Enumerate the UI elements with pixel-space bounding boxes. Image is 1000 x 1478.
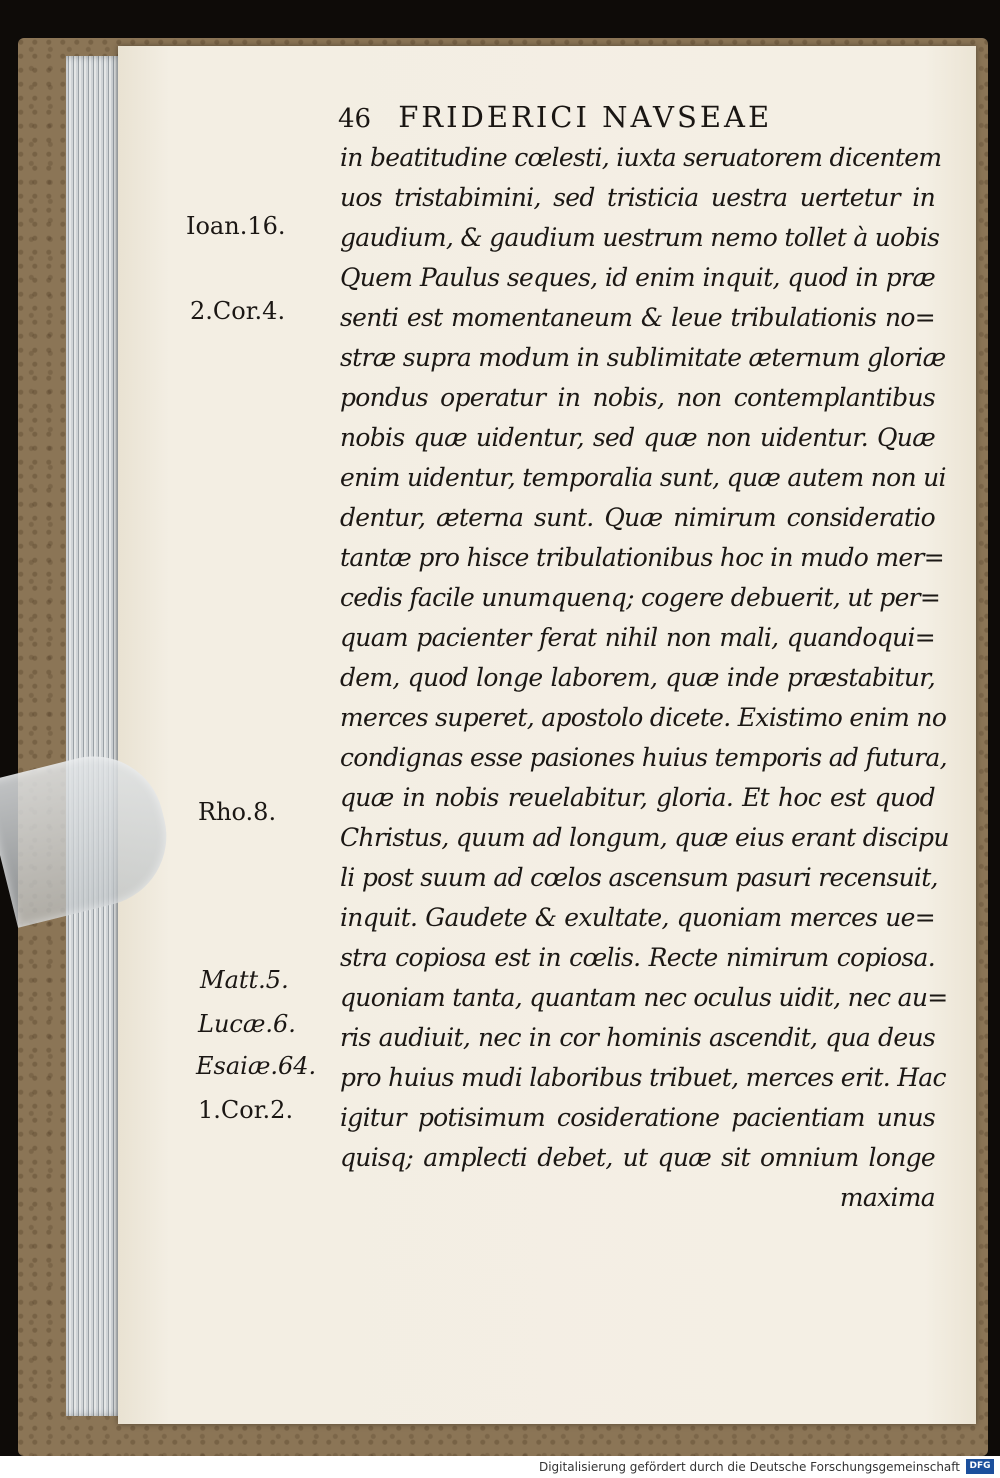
text-line: dentur, æterna sunt. Quæ nimirum consideratio — [340, 503, 935, 532]
text-line: quam pacienter ferat nihil non mali, quandoqui= — [340, 623, 935, 652]
text-line: tantæ pro hisce tribulationibus hoc in mudo mer= — [340, 543, 944, 572]
footer-bar — [0, 1456, 1000, 1478]
text-line: inquit. Gaudete & exultate, quoniam merces ue= — [340, 903, 935, 932]
text-line: Quem Paulus seques, id enim inquit, quod in præ — [340, 263, 935, 292]
text-line: cedis facile unumquenq; cogere debuerit, ut per= — [340, 583, 941, 612]
margin-note-esaiae: Esaiæ.64. — [196, 1052, 317, 1080]
dfg-logo: DFG — [966, 1459, 994, 1474]
text-line: nobis quæ uidentur, sed quæ non uidentur. Quæ — [340, 423, 935, 452]
footer-credit: Digitalisierung gefördert durch die Deutsche Forschungsgemeinschaft — [538, 1460, 960, 1474]
text-line: uos tristabimini, sed tristicia uestra uertetur in — [340, 183, 935, 212]
body-text — [340, 138, 949, 1218]
text-line: in beatitudine cœlesti, iuxta seruatorem dicentem — [340, 143, 942, 172]
running-title: FRIDERICI NAVSEAE — [398, 100, 773, 134]
text-line: enim uidentur, temporalia sunt, quæ autem non ui — [340, 463, 946, 492]
text-line: stra copiosa est in cœlis. Recte nimirum copiosa. — [340, 943, 935, 972]
text-line: maxima — [839, 1183, 935, 1212]
page-edges — [66, 56, 124, 1416]
text-line: dem, quod longe laborem, quæ inde præstabitur, — [340, 663, 935, 692]
margin-note-1cor: 1.Cor.2. — [198, 1096, 294, 1124]
text-line: quæ in nobis reuelabitur, gloria. Et hoc est quod — [340, 783, 935, 812]
margin-note-2cor: 2.Cor.4. — [190, 297, 286, 325]
text-line: quoniam tanta, quantam nec oculus uidit, nec au= — [340, 983, 948, 1012]
text-line: stræ supra modum in sublimitate æternum gloriæ — [340, 343, 946, 372]
text-line: ris audiuit, nec in cor hominis ascendit, qua deus — [340, 1023, 935, 1052]
text-line: Christus, quum ad longum, quæ eius erant discipu — [340, 823, 949, 852]
text-line: merces superet, apostolo dicete. Existimo enim no — [340, 703, 947, 732]
page-header — [338, 100, 898, 134]
text-line: pondus operatur in nobis, non contemplantibus — [340, 383, 935, 412]
text-line: senti est momentaneum & leue tribulationis no= — [340, 303, 935, 332]
margin-note-matt: Matt.5. — [200, 966, 289, 994]
text-line: igitur potisimum cosideratione pacientiam unus — [340, 1103, 935, 1132]
margin-note-lucae: Lucæ.6. — [198, 1010, 296, 1038]
text-line: quisq; amplecti debet, ut quæ sit omnium longe — [340, 1143, 935, 1172]
text-line: li post suum ad cœlos ascensum pasuri recensuit, — [340, 863, 938, 892]
margin-note-rho: Rho.8. — [198, 798, 277, 826]
margin-note-joan: Ioan.16. — [186, 212, 286, 240]
text-line: gaudium, & gaudium uestrum nemo tollet à uobis — [340, 223, 940, 252]
text-line: condignas esse pasiones huius temporis ad futura, — [340, 743, 947, 772]
page-number: 46 — [338, 104, 372, 134]
text-line: pro huius mudi laboribus tribuet, merces erit. Hac — [340, 1063, 946, 1092]
